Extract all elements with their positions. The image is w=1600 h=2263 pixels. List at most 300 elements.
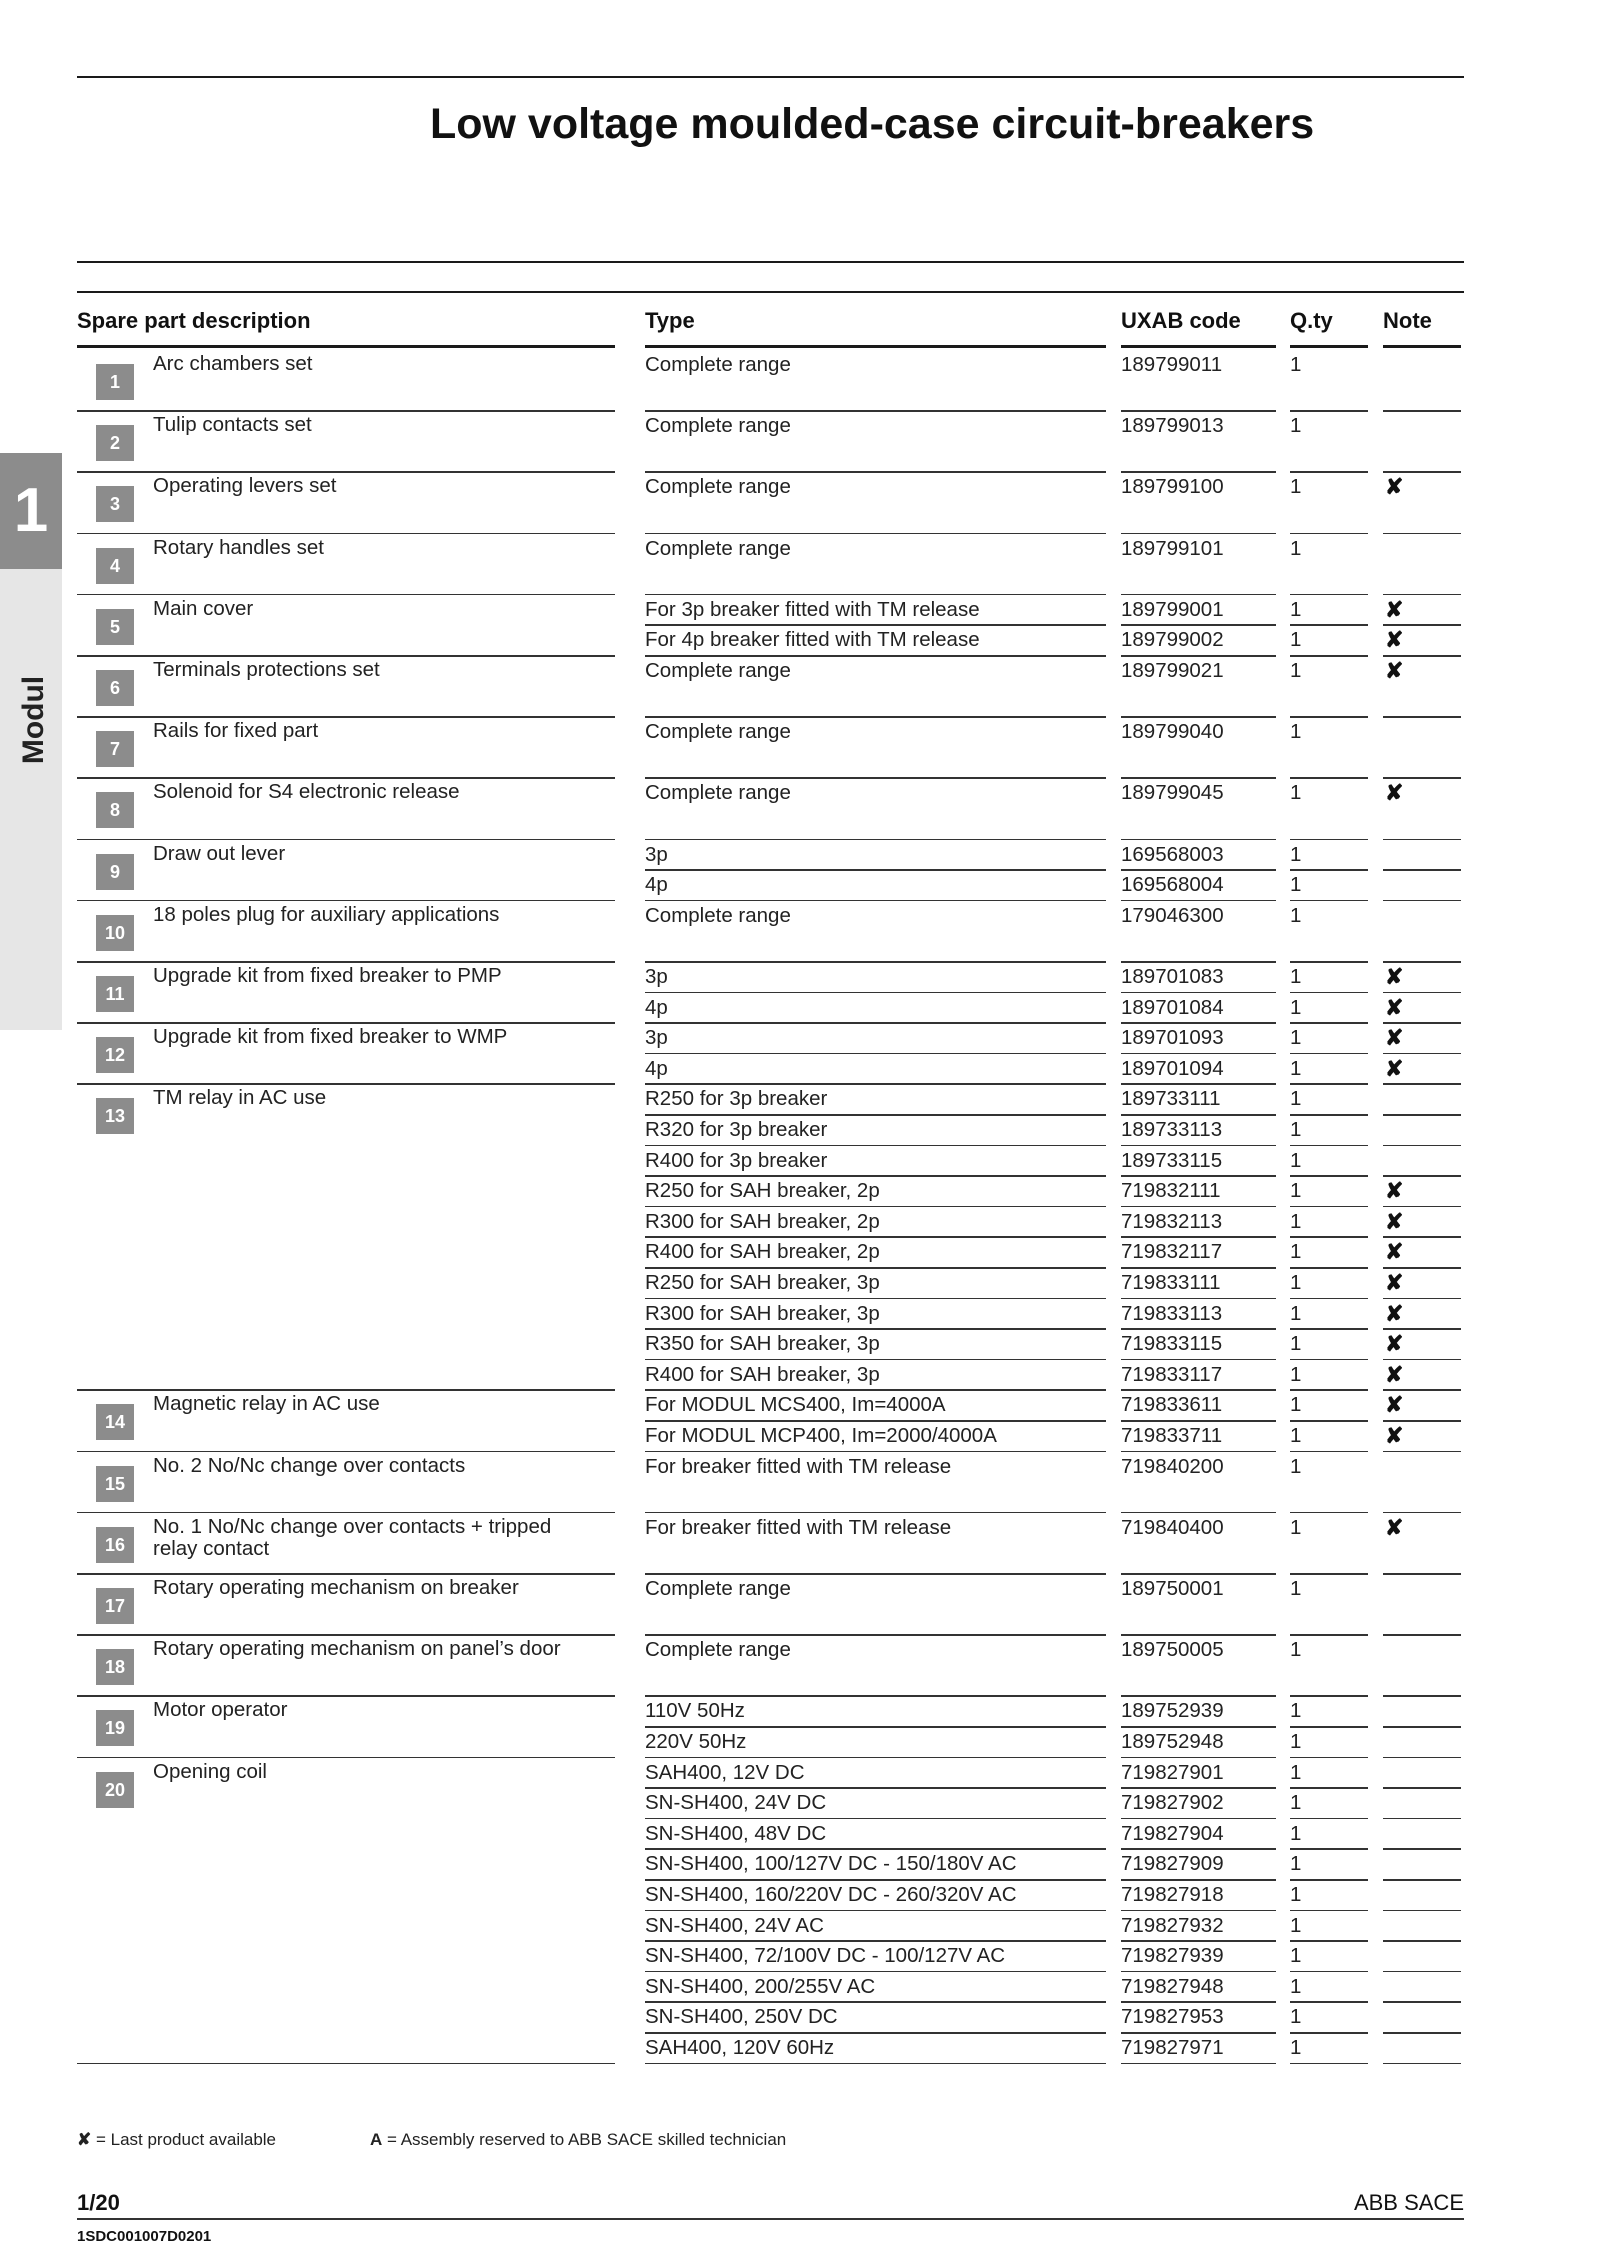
row-rule [1383,1940,1461,1942]
code-cell: 189733111 [1121,1087,1221,1111]
row-rule [1121,1971,1276,1973]
code-cell: 189799001 [1121,597,1224,621]
row-rule [1290,471,1368,473]
code-cell: 189799045 [1121,781,1224,805]
row-rule [1121,900,1276,902]
row-rule [645,2001,1106,2003]
part-description: Arc chambers set [153,352,313,375]
type-cell: For breaker fitted with TM release [645,1515,952,1539]
side-tab-number: 1 [0,453,62,569]
row-rule [1121,777,1276,779]
row-rule [645,1848,1106,1850]
code-cell: 189799013 [1121,414,1224,438]
row-rule [645,1175,1106,1177]
code-cell: 189733115 [1121,1148,1223,1172]
type-cell: SAH400, 12V DC [645,1760,805,1784]
part-number-badge: 15 [96,1466,134,1502]
row-rule [1383,1328,1461,1330]
code-cell: 719827918 [1121,1883,1224,1906]
code-cell: 189799101 [1121,536,1224,560]
code-cell: 189799040 [1121,720,1224,744]
part-number-badge: 5 [96,609,134,645]
row-rule [1383,777,1461,779]
row-rule [1290,1420,1368,1422]
legend-a-text: = Assembly reserved to ABB SACE skilled technician [382,2130,787,2149]
part-description: Rotary handles set [153,535,324,559]
row-rule [1290,594,1368,596]
qty-cell: 1 [1290,965,1302,988]
type-cell: R400 for SAH breaker, 2p [645,1240,880,1264]
part-description: Magnetic relay in AC use [153,1392,380,1416]
row-rule [1290,992,1368,994]
row-rule [1383,1848,1461,1850]
row-rule [1290,1848,1368,1850]
last-product-mark: ✘ [1385,1361,1404,1387]
row-rule [1290,1328,1368,1330]
row-rule [1121,1175,1276,1177]
row-rule [645,1879,1106,1881]
header-line-code [1121,345,1276,348]
description-rule [77,961,615,963]
row-rule [1121,1757,1276,1759]
description-rule [77,1512,615,1514]
type-cell: 4p [645,873,668,897]
header-note: Note [1383,308,1432,333]
row-rule [1121,655,1276,657]
qty-cell: 1 [1290,1026,1302,1050]
legend-last-product [77,2130,276,2150]
code-cell: 719832111 [1121,1179,1221,1203]
row-rule [1383,1083,1461,1085]
code-cell: 189701084 [1121,995,1224,1019]
row-rule [1290,900,1368,902]
qty-cell: 1 [1290,903,1302,927]
row-rule [1290,410,1368,412]
code-cell: 719827909 [1121,1852,1224,1876]
qty-cell: 1 [1290,1913,1302,1937]
row-rule [1290,1573,1368,1575]
row-rule [1121,1940,1276,1942]
row-rule [645,1940,1106,1942]
row-rule [1121,839,1276,841]
description-rule [77,1451,615,1453]
qty-cell: 1 [1290,1699,1302,1723]
row-rule [1290,1512,1368,1514]
type-cell: 110V 50Hz [645,1699,745,1723]
description-rule [77,1022,615,1024]
row-rule [1121,1022,1276,1024]
row-rule [1121,2063,1276,2065]
type-cell: R300 for SAH breaker, 3p [645,1301,880,1325]
row-rule [645,594,1106,596]
type-cell: Complete range [645,781,791,805]
code-cell: 719827902 [1121,1791,1224,1815]
row-rule [645,410,1106,412]
row-rule [645,1022,1106,1024]
type-cell: SN-SH400, 160/220V DC - 260/320V AC [645,1883,1017,1906]
row-rule [1121,1236,1276,1238]
code-cell: 189799021 [1121,659,1224,682]
code-cell: 189750001 [1121,1577,1224,1600]
header-qty: Q.ty [1290,308,1333,333]
row-rule [1121,1328,1276,1330]
part-number-badge: 6 [96,670,134,706]
last-product-mark: ✘ [1385,1300,1404,1326]
qty-cell: 1 [1290,1271,1302,1294]
qty-cell: 1 [1290,1056,1302,1080]
row-rule [1383,1573,1461,1575]
description-rule [77,1573,615,1575]
row-rule [645,1236,1106,1238]
row-rule [1383,655,1461,657]
part-description: Operating levers set [153,474,337,498]
description-rule [77,716,615,718]
part-number-badge: 14 [96,1404,134,1440]
row-rule [645,1420,1106,1422]
type-cell: SN-SH400, 250V DC [645,2005,838,2029]
row-rule [1290,1145,1368,1147]
type-cell: SN-SH400, 48V DC [645,1821,827,1845]
row-rule [1383,1818,1461,1820]
row-rule [1121,1787,1276,1789]
row-rule [645,2063,1106,2065]
qty-cell: 1 [1290,1852,1302,1876]
description-rule [77,777,615,779]
row-rule [645,1573,1106,1575]
last-product-mark: ✘ [1385,964,1404,989]
part-description: No. 1 No/Nc change over contacts + tripped relay contact [153,1514,552,1560]
header-line-note [1383,345,1461,348]
type-cell: SAH400, 120V 60Hz [645,2036,835,2059]
row-rule [645,1512,1106,1514]
row-rule [1121,1053,1276,1055]
description-rule [77,533,615,535]
row-rule [1383,471,1461,473]
last-product-mark: ✘ [1385,1178,1404,1204]
code-cell: 719833711 [1121,1424,1223,1447]
row-rule [645,1114,1106,1116]
code-cell: 179046300 [1121,903,1224,927]
row-rule [1121,961,1276,963]
qty-cell: 1 [1290,1760,1302,1784]
qty-cell: 1 [1290,597,1302,621]
page-title: Low voltage moulded-case circuit-breakers [430,100,1315,148]
qty-cell: 1 [1290,1362,1302,1386]
row-rule [645,624,1106,626]
code-cell: 189701083 [1121,965,1224,988]
row-rule [1290,1206,1368,1208]
row-rule [645,471,1106,473]
row-rule [1121,869,1276,871]
top-rule [77,76,1464,78]
row-rule [1290,1175,1368,1177]
qty-cell: 1 [1290,1791,1302,1815]
part-description: Upgrade kit from fixed breaker to WMP [153,1025,508,1049]
qty-cell: 1 [1290,1118,1302,1141]
qty-cell: 1 [1290,995,1302,1019]
row-rule [1121,1206,1276,1208]
part-number-badge: 7 [96,731,134,767]
part-description: Rotary operating mechanism on panel’s door [153,1637,561,1661]
row-rule [1121,2001,1276,2003]
qty-cell: 1 [1290,1179,1302,1203]
row-rule [1290,1451,1368,1453]
qty-cell: 1 [1290,475,1302,499]
qty-cell: 1 [1290,1454,1302,1478]
row-rule [1383,1971,1461,1973]
code-cell: 189799100 [1121,475,1224,499]
qty-cell: 1 [1290,1087,1302,1111]
part-number-badge: 4 [96,548,134,584]
qty-cell: 1 [1290,1821,1302,1845]
row-rule [1121,716,1276,718]
row-rule [1121,1634,1276,1636]
row-rule [1383,869,1461,871]
qty-cell: 1 [1290,1332,1302,1356]
row-rule [1383,1206,1461,1208]
row-rule [1383,839,1461,841]
qty-cell: 1 [1290,781,1302,805]
qty-cell: 1 [1290,659,1302,682]
part-description: Main cover [153,596,254,620]
type-cell: For 4p breaker fitted with TM release [645,628,980,652]
type-cell: R400 for SAH breaker, 3p [645,1362,880,1386]
row-rule [645,992,1106,994]
code-cell: 719833115 [1121,1332,1223,1356]
qty-cell: 1 [1290,414,1302,438]
part-description: Rails for fixed part [153,719,319,743]
row-rule [1383,1695,1461,1697]
row-rule [645,1971,1106,1973]
row-rule [645,1206,1106,1208]
part-description: Motor operator [153,1698,288,1722]
code-cell: 719840400 [1121,1515,1224,1539]
row-rule [645,1267,1106,1269]
row-rule [1290,1818,1368,1820]
row-rule [1290,533,1368,535]
header-rule [77,261,1464,263]
row-rule [1383,624,1461,626]
row-rule [645,1145,1106,1147]
part-number-badge: 11 [96,976,134,1012]
row-rule [645,1818,1106,1820]
qty-cell: 1 [1290,1240,1302,1264]
code-cell: 189733113 [1121,1118,1223,1141]
type-cell: 3p [645,1026,668,1050]
row-rule [645,1910,1106,1912]
code-cell: 719827904 [1121,1821,1224,1845]
row-rule [1383,2032,1461,2034]
qty-cell: 1 [1290,1944,1302,1968]
type-cell: R400 for 3p breaker [645,1148,828,1172]
qty-cell: 1 [1290,1883,1302,1906]
row-rule [1121,1389,1276,1391]
part-number-badge: 3 [96,486,134,522]
row-rule [645,1389,1106,1391]
row-rule [1383,1420,1461,1422]
code-cell: 719832117 [1121,1240,1223,1264]
legend-assembly [370,2130,786,2150]
description-rule [77,900,615,902]
row-rule [1121,1695,1276,1697]
qty-cell: 1 [1290,1393,1302,1417]
last-product-mark: ✘ [1385,627,1404,653]
last-product-mark: ✘ [1385,1025,1404,1051]
row-rule [1383,1757,1461,1759]
row-rule [645,1053,1106,1055]
row-rule [1290,1236,1368,1238]
row-rule [1383,900,1461,902]
type-cell: For breaker fitted with TM release [645,1454,952,1478]
page-number: 1/20 [77,2190,120,2215]
code-cell: 719833111 [1121,1271,1221,1294]
row-rule [1383,1236,1461,1238]
header-line-description [77,345,615,348]
part-number-badge: 12 [96,1037,134,1073]
row-rule [1290,1910,1368,1912]
row-rule [645,2032,1106,2034]
row-rule [1121,471,1276,473]
row-rule [1383,1175,1461,1177]
side-tab-label: Modul [17,675,50,765]
row-rule [645,1298,1106,1300]
type-cell: R250 for SAH breaker, 2p [645,1179,880,1203]
last-product-mark: ✘ [1385,658,1404,683]
row-rule [1383,533,1461,535]
type-cell: SN-SH400, 72/100V DC - 100/127V AC [645,1944,1006,1968]
last-product-mark: ✘ [1385,994,1404,1020]
row-rule [645,716,1106,718]
code-cell: 719833611 [1121,1393,1223,1417]
row-rule [645,655,1106,657]
row-rule [1290,1022,1368,1024]
type-cell: R250 for SAH breaker, 3p [645,1271,880,1294]
row-rule [1383,1053,1461,1055]
last-product-mark: ✘ [1385,1270,1404,1295]
type-cell: 3p [645,965,668,988]
row-rule [1383,1359,1461,1361]
row-rule [1121,1145,1276,1147]
type-cell: SN-SH400, 24V AC [645,1913,824,1937]
qty-cell: 1 [1290,1974,1302,1998]
row-rule [1121,1420,1276,1422]
qty-cell: 1 [1290,1209,1302,1233]
header-type: Type [645,308,695,333]
code-cell: 719840200 [1121,1454,1224,1478]
code-cell: 189701093 [1121,1026,1224,1050]
description-rule [77,2063,615,2065]
type-cell: R300 for SAH breaker, 2p [645,1209,880,1233]
row-rule [645,900,1106,902]
row-rule [1290,1940,1368,1942]
description-rule [77,594,615,596]
code-cell: 719827932 [1121,1913,1224,1937]
part-description: Tulip contacts set [153,413,312,437]
row-rule [1290,777,1368,779]
code-cell: 719827948 [1121,1974,1224,1998]
code-cell: 719832113 [1121,1209,1223,1233]
qty-cell: 1 [1290,720,1302,744]
row-rule [1121,1573,1276,1575]
row-rule [1290,1787,1368,1789]
code-cell: 169568003 [1121,842,1224,866]
row-rule [1290,624,1368,626]
row-rule [645,1083,1106,1085]
row-rule [1121,410,1276,412]
type-cell: For 3p breaker fitted with TM release [645,597,980,621]
part-number-badge: 9 [96,854,134,890]
type-cell: For MODUL MCS400, Im=4000A [645,1393,946,1417]
row-rule [645,839,1106,841]
row-rule [645,961,1106,963]
qty-cell: 1 [1290,1730,1302,1753]
type-cell: Complete range [645,353,791,376]
code-cell: 189799002 [1121,628,1224,652]
code-cell: 719827971 [1121,2036,1224,2059]
header-line-qty [1290,345,1368,348]
row-rule [1121,1848,1276,1850]
row-rule [645,1695,1106,1697]
description-rule [77,655,615,657]
row-rule [1290,1267,1368,1269]
type-cell: R350 for SAH breaker, 3p [645,1332,880,1356]
qty-cell: 1 [1290,842,1302,866]
qty-cell: 1 [1290,1148,1302,1172]
code-cell: 189750005 [1121,1638,1224,1662]
code-cell: 719827939 [1121,1944,1224,1968]
row-rule [1383,1512,1461,1514]
row-rule [1290,1114,1368,1116]
type-cell: Complete range [645,720,791,744]
part-description: Upgrade kit from fixed breaker to PMP [153,964,502,987]
code-cell: 189752939 [1121,1699,1224,1723]
row-rule [1121,624,1276,626]
last-product-mark: ✘ [1385,1423,1404,1448]
qty-cell: 1 [1290,353,1302,376]
part-number-badge: 16 [96,1527,134,1563]
row-rule [1290,1971,1368,1973]
row-rule [1290,869,1368,871]
qty-cell: 1 [1290,1638,1302,1662]
description-rule [77,1757,615,1759]
type-cell: SN-SH400, 24V DC [645,1791,827,1815]
qty-cell: 1 [1290,873,1302,897]
row-rule [1121,1359,1276,1361]
row-rule [1290,1053,1368,1055]
code-cell: 169568004 [1121,873,1224,897]
part-number-badge: 18 [96,1649,134,1685]
code-cell: 719827901 [1121,1760,1224,1784]
row-rule [1121,1267,1276,1269]
part-description: Draw out lever [153,841,286,865]
row-rule [1383,961,1461,963]
qty-cell: 1 [1290,1515,1302,1539]
row-rule [1121,594,1276,596]
type-cell: Complete range [645,1638,791,1662]
row-rule [1290,839,1368,841]
row-rule [1290,2001,1368,2003]
type-cell: Complete range [645,1577,791,1600]
row-rule [645,1757,1106,1759]
row-rule [1290,1879,1368,1881]
row-rule [1121,1818,1276,1820]
row-rule [1383,2001,1461,2003]
type-cell: SN-SH400, 100/127V DC - 150/180V AC [645,1852,1017,1876]
legend-cross-text: = Last product available [91,2130,277,2149]
description-rule [77,1389,615,1391]
code-cell: 719833117 [1121,1362,1223,1386]
row-rule [1290,2063,1368,2065]
